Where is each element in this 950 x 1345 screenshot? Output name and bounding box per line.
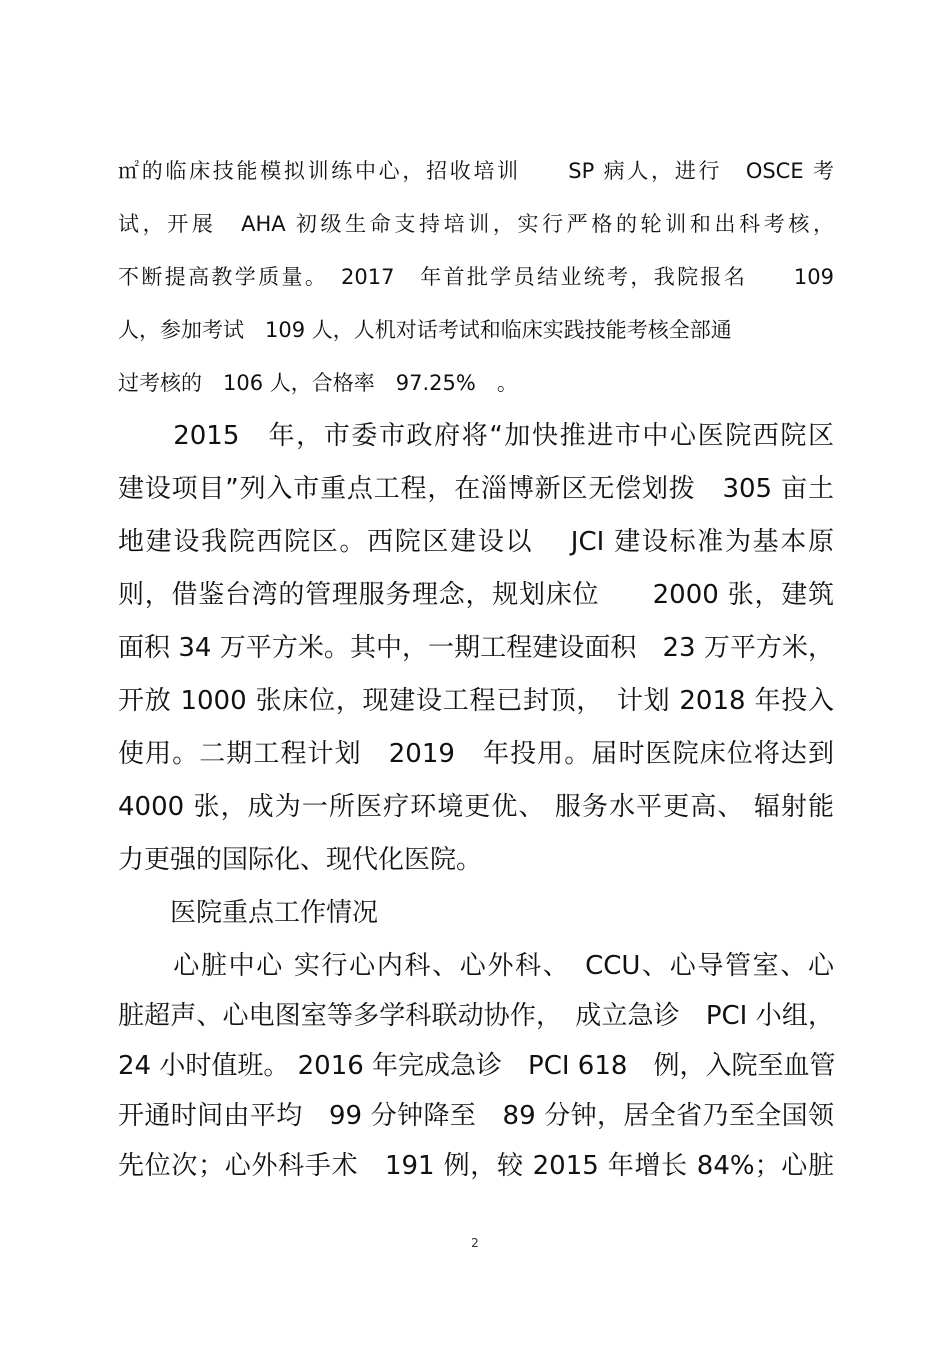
text-line: 试，开展 AHA 初级生命支持培训，实行严格的轮训和出科考核， — [118, 212, 834, 236]
text-line: 开通时间由平均 99 分钟降至 89 分钟，居全省乃至全国领 — [118, 1101, 834, 1131]
text-line: 24 小时值班。 2016 年完成急诊 PCI 618 例，入院至血管 — [118, 1051, 836, 1081]
text-line: 使用。二期工程计划 2019 年投用。届时医院床位将达到 — [118, 739, 834, 769]
text-line: 面积 34 万平方米。其中，一期工程建设面积 23 万平方米， — [118, 633, 834, 663]
text-line: 开放 1000 张床位，现建设工程已封顶， 计划 2018 年投入 — [118, 686, 834, 716]
text-line: 人，参加考试 109 人，人机对话考试和临床实践技能考核全部通 — [118, 318, 732, 342]
text-line: 先位次；心外科手术 191 例，较 2015 年增长 84%；心脏 — [118, 1151, 834, 1181]
text-line: 地建设我院西院区。西院区建设以 JCI 建设标准为基本原 — [118, 527, 834, 557]
text-line: 心脏中心 实行心内科、心外科、 CCU、心导管室、心 — [118, 951, 834, 981]
text-line: 过考核的 106 人，合格率 97.25% 。 — [118, 371, 518, 395]
text-line: ㎡的临床技能模拟训练中心，招收培训 SP 病人，进行 OSCE 考 — [118, 159, 834, 183]
heading-text: 医院重点工作情况 — [118, 898, 379, 928]
text-line: 则，借鉴台湾的管理服务理念，规划床位 2000 张，建筑 — [118, 580, 834, 610]
text-line: 不断提高教学质量。 2017 年首批学员结业统考，我院报名 109 — [118, 265, 834, 289]
page-number: 2 — [471, 1236, 479, 1250]
text-line: 2015 年，市委市政府将“加快推进市中心医院西院区 — [118, 421, 834, 451]
text-line: 力更强的国际化、现代化医院。 — [118, 845, 483, 875]
text-line: 4000 张，成为一所医疗环境更优、 服务水平更高、 辐射能 — [118, 792, 834, 822]
text-line: 建设项目”列入市重点工程，在淄博新区无偿划拨 305 亩土 — [118, 474, 834, 504]
text-line: 脏超声、心电图室等多学科联动协作， 成立急诊 PCI 小组， — [118, 1001, 834, 1031]
